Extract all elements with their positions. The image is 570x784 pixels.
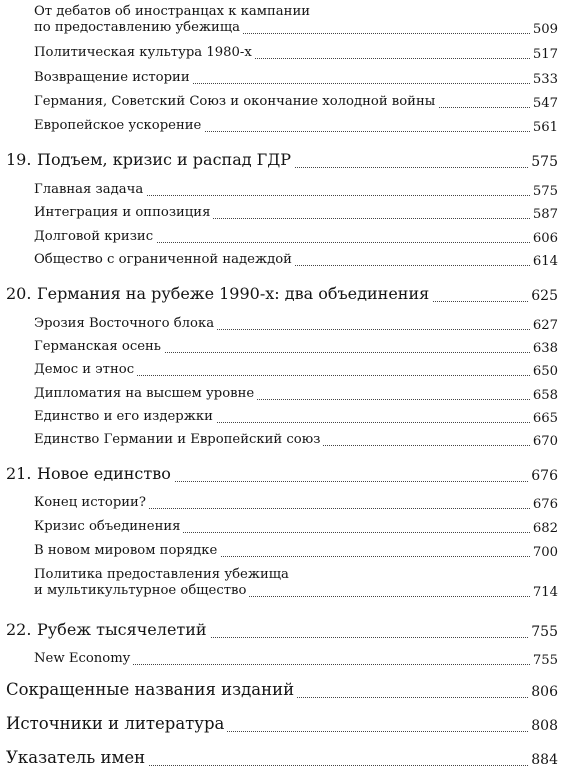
toc-subentry [0, 567, 570, 601]
toc-entry-title: Единство Германии и Европейский союз [34, 432, 323, 448]
chapter-number: 22. [6, 620, 32, 639]
toc-subentry [0, 118, 570, 136]
chapter-number: 20. [6, 284, 32, 303]
page-number: 670 [530, 434, 558, 450]
toc-entry-title: Германия на рубеже 1990-х: два объединения [37, 284, 432, 304]
toc-subentry [0, 495, 570, 513]
toc-entry-title: От дебатов об иностранцах к кампании [34, 4, 313, 20]
toc-section-entry [0, 748, 570, 770]
page-number: 682 [530, 521, 558, 537]
toc-section-entry [0, 680, 570, 702]
page-number: 638 [530, 341, 558, 357]
toc-entry-title: Конец истории? [34, 495, 149, 511]
toc-subentry [0, 252, 570, 270]
page-number: 561 [530, 120, 558, 136]
page-number: 547 [530, 96, 558, 112]
toc-entry-title: Указатель имен [6, 748, 148, 768]
toc-section-entry [0, 714, 570, 736]
toc-subentry [0, 339, 570, 357]
page-number: 755 [530, 653, 558, 669]
toc-entry-title: Источники и литература [6, 714, 227, 734]
toc-entry-title: Общество с ограниченной надеждой [34, 252, 295, 268]
toc-subentry [0, 409, 570, 427]
toc-subentry [0, 70, 570, 88]
toc-subentry [0, 205, 570, 223]
page-number: 755 [528, 622, 558, 642]
toc-entry-title: Демос и этнос [34, 362, 137, 378]
toc-chapter-entry [0, 284, 570, 306]
toc-entry-title: Долговой кризис [34, 229, 156, 245]
toc-entry-title: по предоставлению убежища [34, 20, 243, 36]
toc-chapter-entry [0, 464, 570, 486]
toc-entry-title: Возвращение истории [34, 70, 193, 86]
toc-entry-title: Подъем, кризис и распад ГДР [37, 150, 294, 170]
page-number: 665 [530, 411, 558, 427]
page-number: 806 [528, 682, 558, 702]
page-number: 714 [530, 585, 558, 601]
page-number: 575 [528, 152, 558, 172]
page-number: 676 [528, 466, 558, 486]
toc-entry-title: Политика предоставления убежища [34, 567, 292, 583]
toc-entry-title: Единство и его издержки [34, 409, 216, 425]
page-number: 808 [528, 716, 558, 736]
toc-entry-title: Политическая культура 1980-х [34, 45, 255, 61]
chapter-number: 21. [6, 464, 32, 483]
page-number: 627 [530, 318, 558, 334]
toc-subentry [0, 229, 570, 247]
toc-entry-title: Европейское ускорение [34, 118, 204, 134]
page-number: 650 [530, 364, 558, 380]
toc-entry-title: Германия, Советский Союз и окончание холодной войны [34, 94, 438, 110]
toc-entry-title: Кризис объединения [34, 519, 183, 535]
page-number: 533 [530, 72, 558, 88]
toc-subentry [0, 362, 570, 380]
page-number: 587 [530, 207, 558, 223]
toc-subentry [0, 651, 570, 669]
page-number: 517 [530, 47, 558, 63]
page-number: 676 [530, 497, 558, 513]
toc-subentry [0, 94, 570, 112]
toc-entry-title: New Economy [34, 651, 133, 667]
toc-subentry [0, 543, 570, 561]
toc-entry-title: Рубеж тысячелетий [37, 620, 210, 640]
page-number: 700 [530, 545, 558, 561]
toc-entry-title: В новом мировом порядке [34, 543, 220, 559]
page-number: 509 [530, 22, 558, 38]
toc-entry-title: Дипломатия на высшем уровне [34, 386, 257, 402]
chapter-number: 19. [6, 150, 32, 169]
toc-entry-title: Эрозия Восточного блока [34, 316, 217, 332]
page-number: 614 [530, 254, 558, 270]
toc-entry-title: Интеграция и оппозиция [34, 205, 213, 221]
toc-entry-title: Германская осень [34, 339, 164, 355]
page-number: 575 [530, 184, 558, 200]
toc-entry-title: Сокращенные названия изданий [6, 680, 297, 700]
toc-entry-title: Новое единство [37, 464, 174, 484]
page-number: 606 [530, 231, 558, 247]
toc-subentry [0, 4, 570, 38]
toc-subentry [0, 519, 570, 537]
page-number: 658 [530, 388, 558, 404]
page-number: 625 [528, 286, 558, 306]
toc-subentry [0, 182, 570, 200]
toc-subentry [0, 45, 570, 63]
toc-chapter-entry [0, 620, 570, 642]
toc-entry-title: и мультикультурное общество [34, 583, 249, 599]
toc-subentry [0, 386, 570, 404]
toc-entry-title: Главная задача [34, 182, 146, 198]
toc-subentry [0, 316, 570, 334]
toc-subentry [0, 432, 570, 450]
page-number: 884 [528, 750, 558, 770]
toc-chapter-entry [0, 150, 570, 172]
